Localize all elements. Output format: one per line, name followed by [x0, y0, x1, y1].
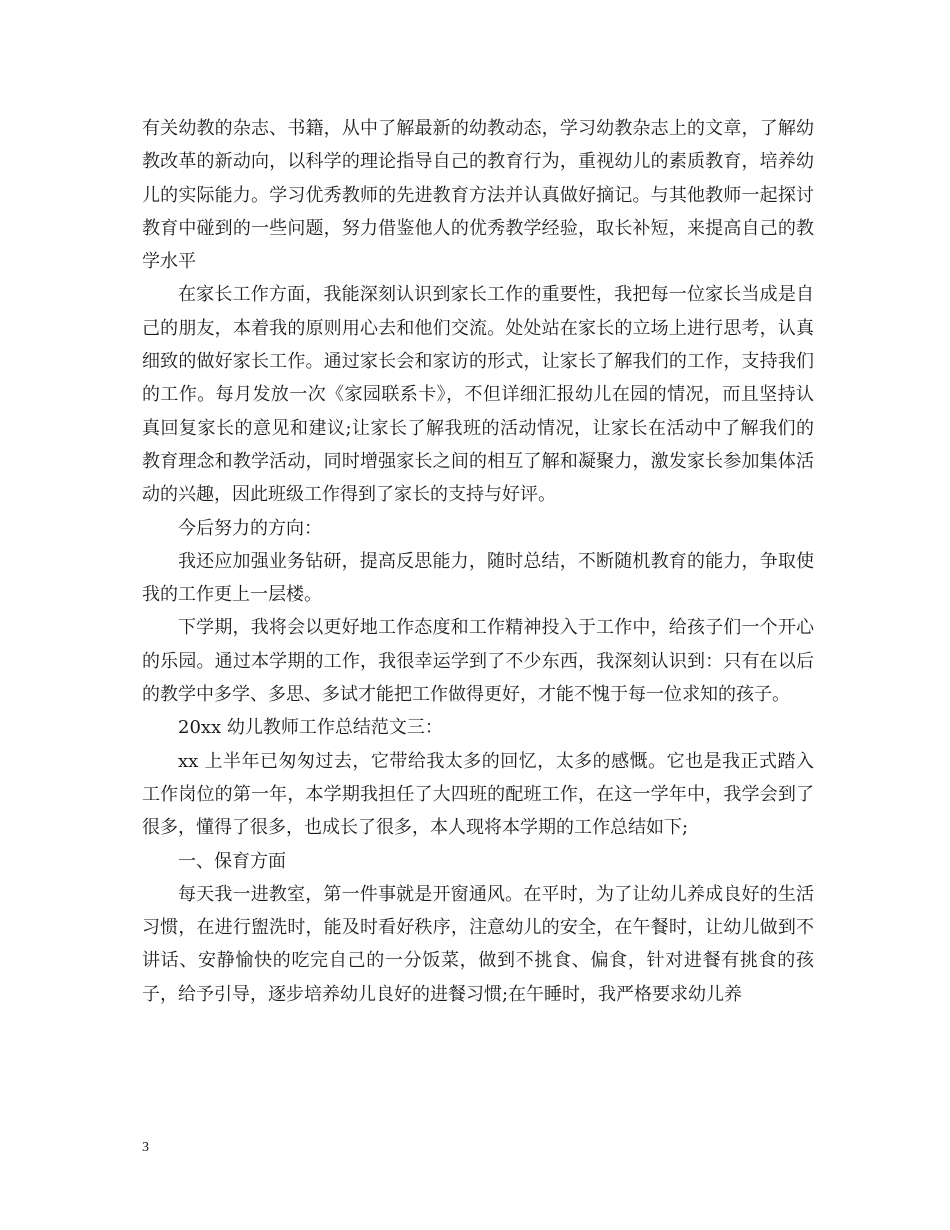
paragraph-9: 每天我一进教室，第一件事就是开窗通风。在平时，为了让幼儿养成良好的生活习惯，在进行盥洗时，能及时看好秩序，注意幼儿的安全，在午餐时，让幼儿做到不讲话、安静愉快的吃完自己的一分饭菜，做到不挑食、偏食，针对进餐有挑食的孩子，给予引导，逐步培养幼儿良好的进餐习惯;在午睡时，我严格要求幼儿养 [142, 883, 814, 1005]
paragraph-4: 我还应加强业务钻研，提高反思能力，随时总结，不断随机教育的能力，争取使我的工作更上一层楼。 [142, 550, 814, 606]
paragraph-8-heading: 一、保育方面 [178, 850, 286, 872]
paragraph-6-heading: 20xx 幼儿教师工作总结范文三： [178, 717, 443, 739]
document-body [142, 112, 814, 1011]
paragraph-5: 下学期，我将会以更好地工作态度和工作精神投入于工作中，给孩子们一个开心的乐园。通过本学期的工作，我很幸运学到了不少东西，我深刻认识到：只有在以后的教学中多学、多思、多试才能把工作做得更好，才能不愧于每一位求知的孩子。 [142, 617, 814, 706]
paragraph-2: 在家长工作方面，我能深刻认识到家长工作的重要性，我把每一位家长当成是自己的朋友，本着我的原则用心去和他们交流。处处站在家长的立场上进行思考，认真细致的做好家长工作。通过家长会和家访的形式，让家长了解我们的工作，支持我们的工作。每月发放一次《家园联系卡》，不但详细汇报幼儿在园的情况，而且坚持认真回复家长的意见和建议;让家长了解我班的活动情况，让家长在活动中了解我们的教育理念和教学活动，同时增强家长之间的相互了解和凝聚力，激发家长参加集体活动的兴趣，因此班级工作得到了家长的支持与好评。 [142, 284, 814, 506]
page-number: 3 [142, 1140, 149, 1155]
paragraph-3-heading: 今后努力的方向： [178, 517, 322, 539]
paragraph-7: xx 上半年已匆匆过去，它带给我太多的回忆，太多的感慨。它也是我正式踏入工作岗位的第一年，本学期我担任了大四班的配班工作，在这一学年中，我学会到了很多，懂得了很多，也成长了很多，本人现将本学期的工作总结如下; [142, 750, 814, 839]
paragraph-1: 有关幼教的杂志、书籍，从中了解最新的幼教动态，学习幼教杂志上的文章，了解幼教改革的新动向，以科学的理论指导自己的教育行为，重视幼儿的素质教育，培养幼儿的实际能力。学习优秀教师的先进教育方法并认真做好摘记。与其他教师一起探讨教育中碰到的一些问题，努力借鉴他人的优秀教学经验，取长补短，来提高自己的教学水平 [142, 118, 814, 273]
